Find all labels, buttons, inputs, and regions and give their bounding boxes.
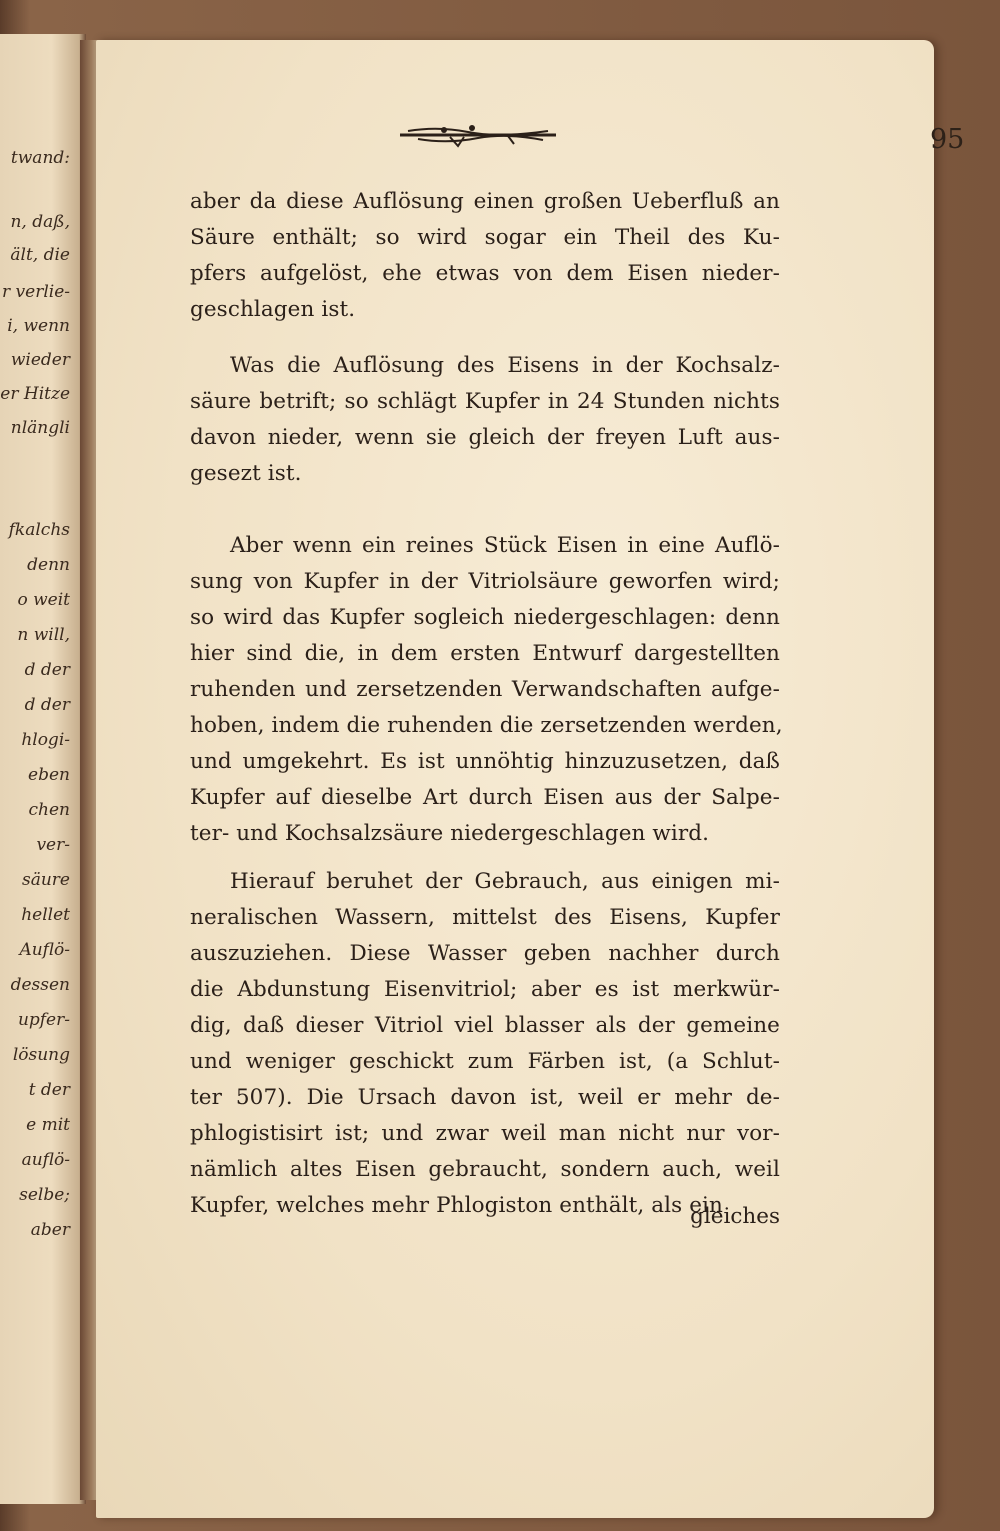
left-margin-fragment: auflö- — [21, 1150, 70, 1170]
text-line: ter- und Kochsalzsäure niedergeschlagen wird. — [190, 821, 710, 846]
left-margin-fragment: hellet — [21, 905, 70, 925]
left-margin-fragment: Auflö- — [19, 940, 70, 960]
text-line: Was die Auflösung des Eisens in der Kochsalz- — [230, 353, 780, 378]
left-margin-fragment: ver- — [36, 835, 70, 855]
left-margin-fragment: upfer- — [17, 1010, 70, 1030]
ornament-header-rule — [398, 122, 558, 148]
left-margin-fragment: twand: — [10, 148, 70, 168]
text-line: hoben, indem die ruhenden die zersetzenden werden, — [190, 713, 783, 738]
text-line: und weniger geschickt zum Färben ist, (a Schlut- — [190, 1049, 780, 1074]
paragraph — [190, 348, 780, 492]
left-margin-fragment: chen — [28, 800, 70, 820]
text-line: aber da diese Auflösung einen großen Ueberfluß an — [190, 189, 780, 214]
left-margin-fragment: aber — [30, 1220, 70, 1240]
text-line: sung von Kupfer in der Vitriolsäure geworfen wird; — [190, 569, 780, 594]
left-margin-fragment: er Hitze — [0, 384, 70, 404]
left-margin-fragment: denn — [27, 555, 70, 575]
left-margin-fragment: fkalchs — [8, 520, 70, 540]
left-margin-fragment: n will, — [17, 625, 70, 645]
text-line: phlogistisirt ist; und zwar weil man nicht nur vor- — [190, 1121, 780, 1146]
text-line: Aber wenn ein reines Stück Eisen in eine Auflö- — [230, 533, 780, 558]
left-margin-fragment: lösung — [12, 1045, 70, 1065]
text-line: ruhenden und zersetzenden Verwandschaften aufge- — [190, 677, 780, 702]
catchword: gleiches — [690, 1204, 780, 1229]
left-margin-fragment: säure — [22, 870, 70, 890]
left-margin-fragment: nlängli — [10, 418, 70, 438]
text-line: so wird das Kupfer sogleich niedergeschlagen: denn — [190, 605, 780, 630]
text-line: pfers aufgelöst, ehe etwas von dem Eisen nieder- — [190, 261, 780, 286]
text-line: davon nieder, wenn sie gleich der freyen Luft aus- — [190, 425, 780, 450]
left-margin-fragment: dessen — [10, 975, 70, 995]
left-margin-fragment: t der — [28, 1080, 70, 1100]
text-line: Hierauf beruhet der Gebrauch, aus einigen mi- — [230, 869, 780, 894]
text-line: nämlich altes Eisen gebraucht, sondern auch, weil — [190, 1157, 780, 1182]
text-line: dig, daß dieser Vitriol viel blasser als der gemeine — [190, 1013, 780, 1038]
text-line: geschlagen ist. — [190, 297, 356, 322]
left-margin-fragment: eben — [28, 765, 70, 785]
paragraph — [190, 184, 780, 328]
left-margin-fragment: hlogi- — [21, 730, 70, 750]
text-line: Kupfer, welches mehr Phlogiston enthält, als ein — [190, 1193, 723, 1218]
text-line: die Abdunstung Eisenvitriol; aber es ist merkwür- — [190, 977, 780, 1002]
text-line: Säure enthält; so wird sogar ein Theil des Ku- — [190, 225, 780, 250]
text-line: und umgekehrt. Es ist unnöhtig hinzuzusetzen, daß — [190, 749, 780, 774]
left-margin-fragment: ält, die — [10, 245, 70, 265]
left-margin-fragment: d der — [24, 695, 70, 715]
left-margin-fragment: selbe; — [19, 1185, 70, 1205]
text-line: gesezt ist. — [190, 461, 302, 486]
left-margin-fragment: e mit — [26, 1115, 70, 1135]
text-line: auszuziehen. Diese Wasser geben nachher durch — [190, 941, 780, 966]
left-margin-fragment: wieder — [10, 350, 70, 370]
left-margin-fragment: i, wenn — [7, 316, 70, 336]
paragraph — [190, 528, 783, 852]
text-line: ter 507). Die Ursach davon ist, weil er mehr de- — [190, 1085, 780, 1110]
left-page-edge — [0, 34, 86, 1504]
text-line: Kupfer auf dieselbe Art durch Eisen aus der Salpe- — [190, 785, 780, 810]
text-line: säure betrift; so schlägt Kupfer in 24 Stunden nichts — [190, 389, 780, 414]
left-margin-fragment: d der — [24, 660, 70, 680]
paragraph — [190, 864, 780, 1224]
text-line: hier sind die, in dem ersten Entwurf dargestellten — [190, 641, 780, 666]
left-margin-fragment: o weit — [17, 590, 70, 610]
left-margin-fragment: n, daß, — [10, 212, 70, 232]
left-margin-fragment: r verlie- — [2, 282, 70, 302]
text-line: neralischen Wassern, mittelst des Eisens, Kupfer — [190, 905, 780, 930]
page-number: 95 — [930, 124, 965, 155]
